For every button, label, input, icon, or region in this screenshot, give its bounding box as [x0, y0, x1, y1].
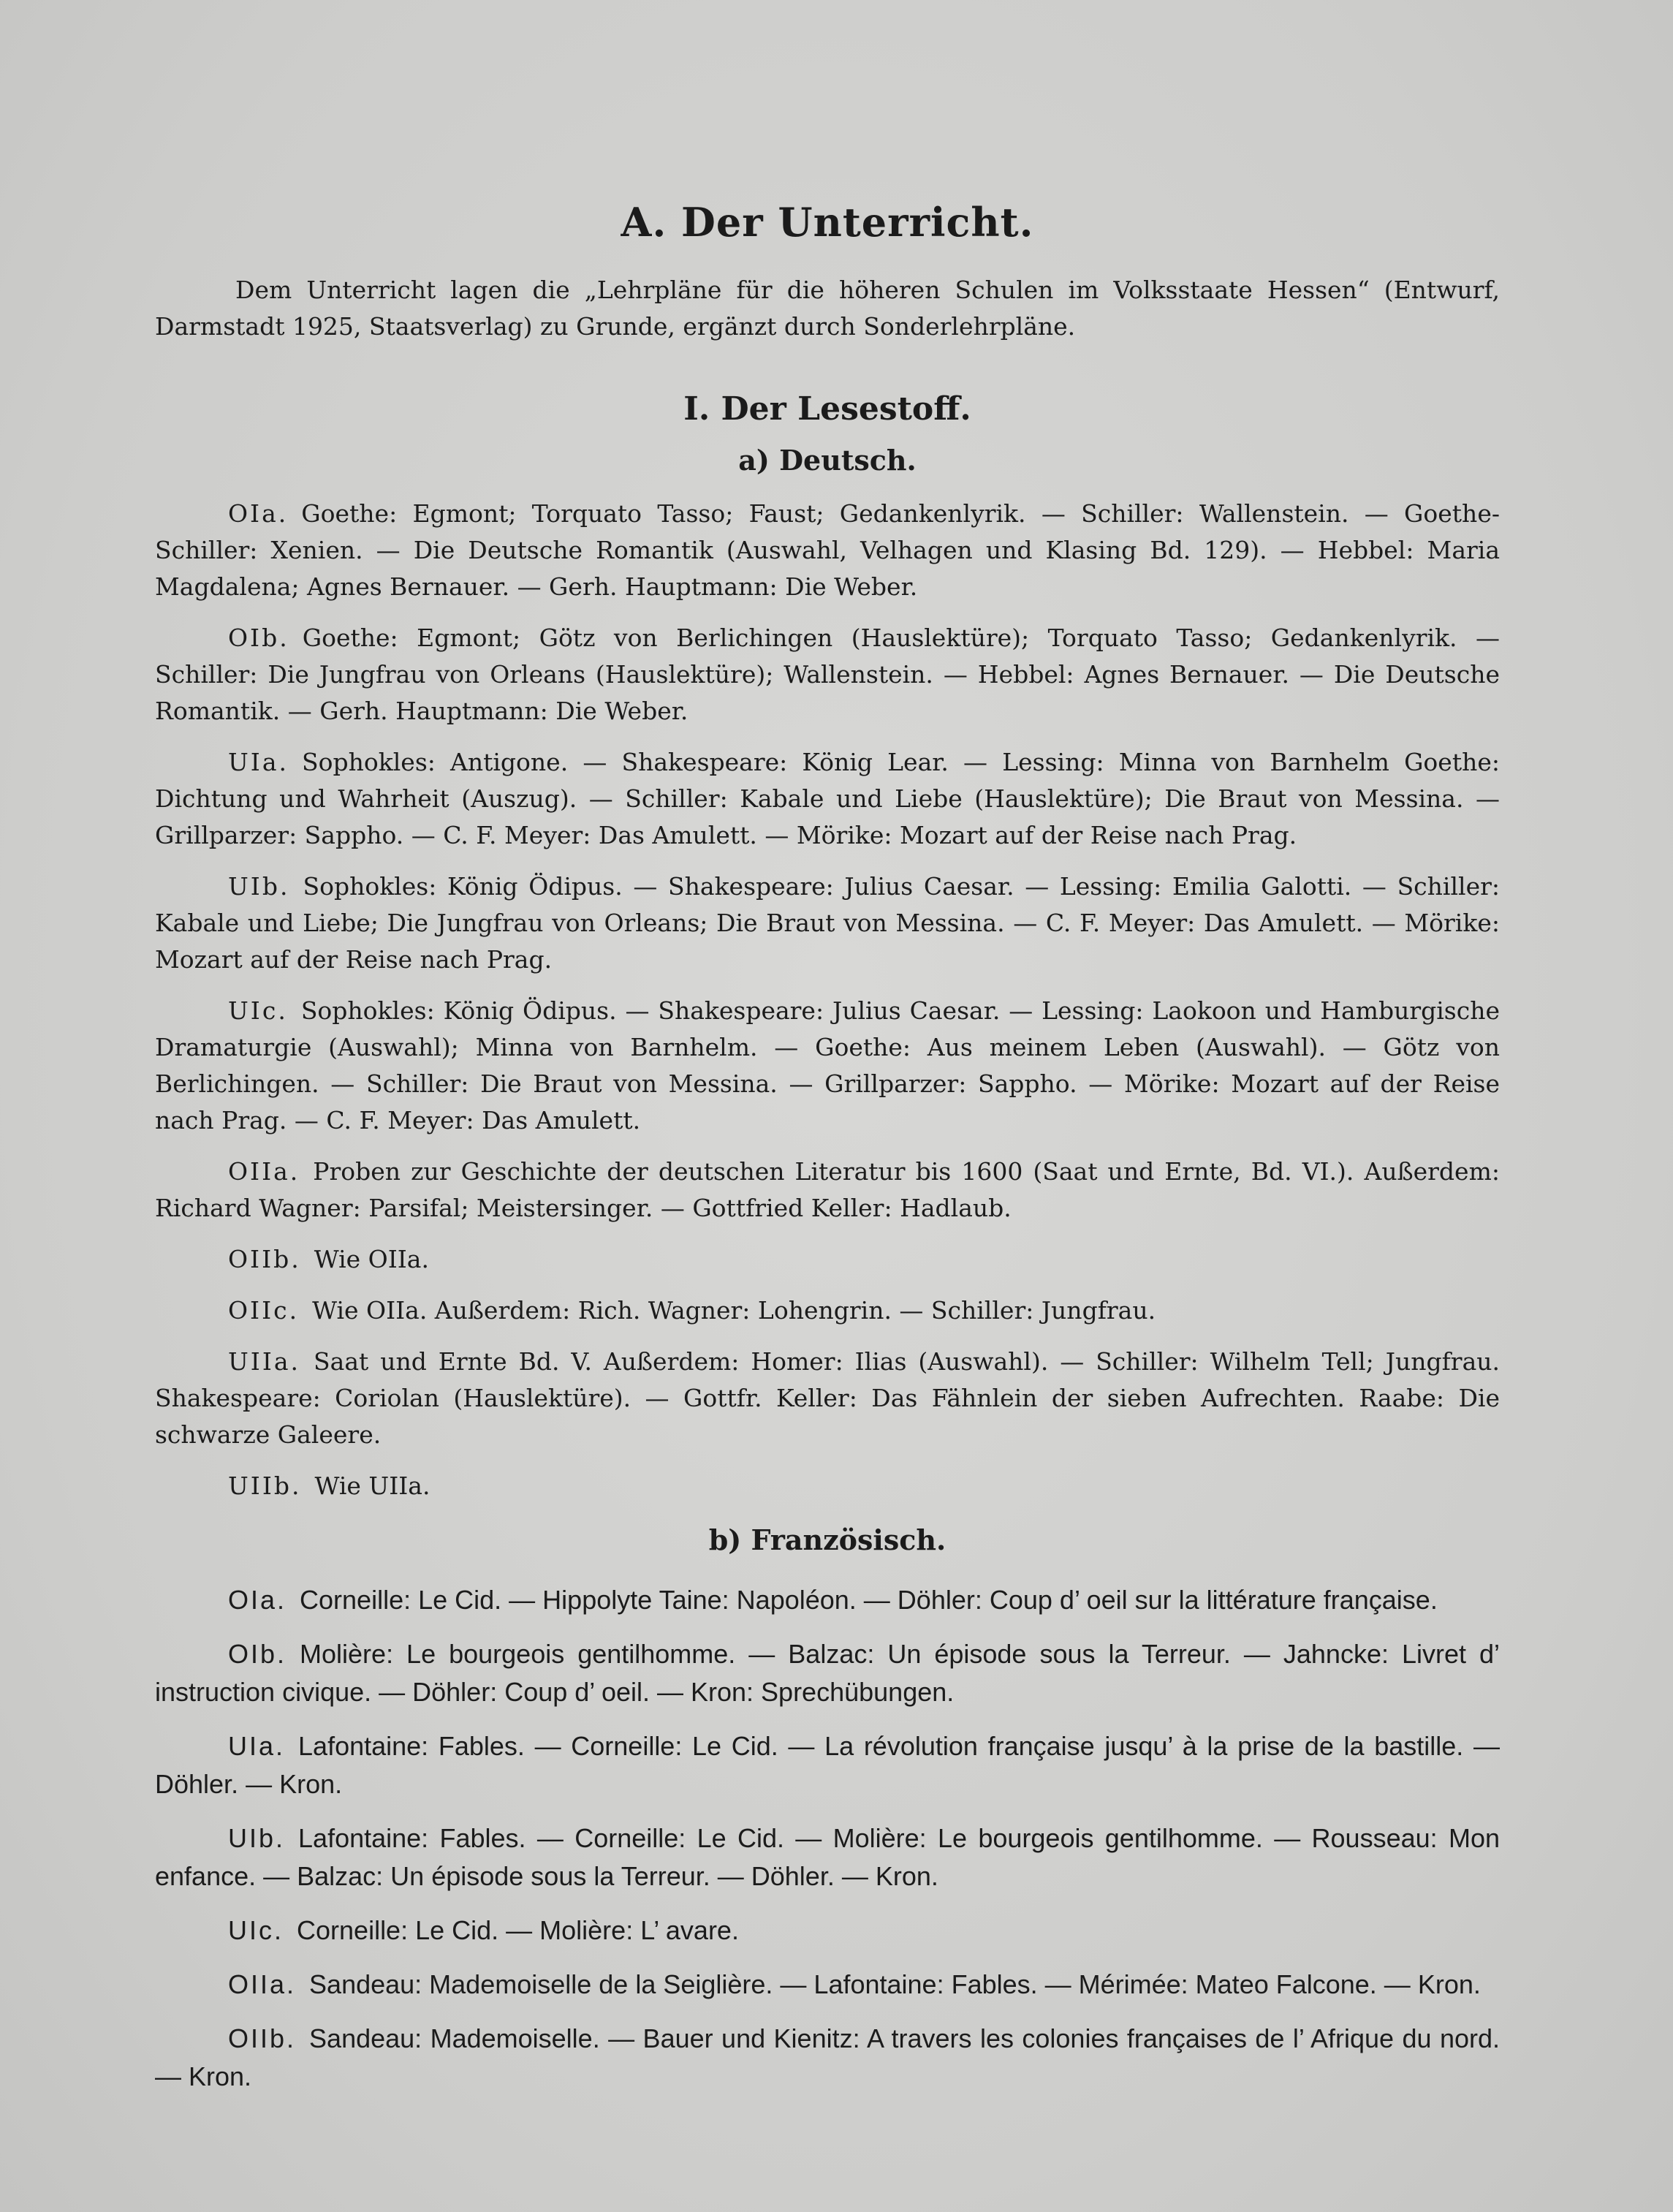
- entry-franz-oiib: [155, 2020, 1500, 2096]
- entry-deutsch-oia: [155, 496, 1500, 605]
- entry-text: Lafontaine: Fables. — Corneille: Le Cid. — La révolution française jusqu’ à la prise de la bastille. — Döhler. — Kron.: [155, 1731, 1500, 1799]
- entry-franz-uib: [155, 1819, 1500, 1895]
- class-label: UIIa.: [228, 1347, 301, 1376]
- entry-text: Corneille: Le Cid. — Molière: L’ avare.: [297, 1915, 739, 1945]
- entry-text: Lafontaine: Fables. — Corneille: Le Cid. — Molière: Le bourgeois gentilhomme. — Rousseau: Mon enfance. — Balzac: Un épisode sous la Terreur. — Döhler. — Kron.: [155, 1823, 1500, 1891]
- class-label: OIIa.: [228, 1157, 300, 1186]
- deutsch-heading: a) Deutsch.: [738, 444, 917, 477]
- entry-deutsch-uiib: [155, 1468, 1500, 1504]
- entry-deutsch-oiia: [155, 1154, 1500, 1227]
- class-label: UIc.: [228, 1915, 284, 1945]
- entry-franz-oiia: [155, 1966, 1500, 2004]
- entry-text: Sophokles: König Ödipus. — Shakespeare: Julius Caesar. — Lessing: Emilia Galotti. — Schiller: Kabale und Liebe; Die Jungfrau von Orleans; Die Braut von Messina. — C. F. Meyer: Das Amulett. — Mörike: Mozart auf der Reise nach Prag.: [155, 872, 1500, 974]
- entry-text: Sophokles: König Ödipus. — Shakespeare: Julius Caesar. — Lessing: Laokoon und Hamburgische Dramaturgie (Auswahl); Minna von Barnhelm. — Goethe: Aus meinem Leben (Auswahl). — Götz von Berlichingen. — Schiller: Die Braut von Messina. — Grillparzer: Sappho. — Mörike: Mozart auf der Reise nach Prag. — C. F. Meyer: Das Amulett.: [155, 996, 1500, 1135]
- entry-text: Molière: Le bourgeois gentilhomme. — Balzac: Un épisode sous la Terreur. — Jahncke: Livret d’ instruction civique. — Döhler: Coup d’ oeil. — Kron: Sprechübungen.: [155, 1639, 1500, 1707]
- entry-franz-oib: [155, 1635, 1500, 1711]
- class-label: OIIc.: [228, 1296, 300, 1325]
- entry-text: Wie OIIa.: [314, 1245, 429, 1273]
- class-label: OIa.: [228, 499, 289, 528]
- class-label: OIIa.: [228, 1969, 297, 1999]
- class-label: OIIb.: [228, 1245, 301, 1273]
- entry-text: Wie OIIa. Außerdem: Rich. Wagner: Lohengrin. — Schiller: Jungfrau.: [312, 1296, 1156, 1325]
- entry-franz-uic: [155, 1912, 1500, 1950]
- entry-deutsch-uib: [155, 868, 1500, 978]
- class-label: UIIb.: [228, 1471, 302, 1500]
- franzoesisch-heading: b) Französisch.: [708, 1523, 946, 1556]
- class-label: UIb.: [228, 1823, 286, 1853]
- class-label: OIb.: [228, 1639, 287, 1669]
- entry-deutsch-oib: [155, 620, 1500, 730]
- class-label: OIa.: [228, 1585, 287, 1615]
- entry-text: Sophokles: Antigone. — Shakespeare: König Lear. — Lessing: Minna von Barnhelm Goethe: Dichtung und Wahrheit (Auszug). — Schiller: Kabale und Liebe (Hauslektüre); Die Braut von Messina. — Grillparzer: Sappho. — C. F. Meyer: Das Amulett. — Mörike: Mozart auf der Reise nach Prag.: [155, 748, 1500, 849]
- class-label: UIa.: [228, 1731, 286, 1761]
- entry-text: Goethe: Egmont; Götz von Berlichingen (Hauslektüre); Torquato Tasso; Gedankenlyrik. — Schiller: Die Jungfrau von Orleans (Hauslektüre); Wallenstein. — Hebbel: Agnes Bernauer. — Die Deutsche Romantik. — Gerh. Hauptmann: Die Weber.: [155, 624, 1500, 725]
- entry-text: Sandeau: Mademoiselle de la Seiglière. — Lafontaine: Fables. — Mérimée: Mateo Falcone. — Kron.: [309, 1969, 1481, 1999]
- deutsch-section: [155, 444, 1500, 1504]
- page-content: [155, 199, 1500, 2112]
- entry-text: Wie UIIa.: [314, 1471, 430, 1500]
- entry-text: Goethe: Egmont; Torquato Tasso; Faust; Gedankenlyrik. — Schiller: Wallenstein. — Goethe-Schiller: Xenien. — Die Deutsche Romantik (Auswahl, Velhagen und Klasing Bd. 129). — Hebbel: Maria Magdalena; Agnes Bernauer. — Gerh. Hauptmann: Die Weber.: [155, 499, 1500, 601]
- page-title: A. Der Unterricht.: [621, 199, 1034, 246]
- entry-deutsch-uiia: [155, 1344, 1500, 1453]
- entry-deutsch-uia: [155, 744, 1500, 854]
- entry-deutsch-oiic: [155, 1292, 1500, 1329]
- intro-paragraph: Dem Unterricht lagen die „Lehrpläne für die höheren Schulen im Volksstaate Hessen“ (Entwurf, Darmstadt 1925, Staatsverlag) zu Grunde, ergänzt durch Sonderlehrpläne.: [155, 276, 1500, 341]
- entry-text: Sandeau: Mademoiselle. — Bauer und Kienitz: A travers les colonies françaises de l’ Afrique du nord. — Kron.: [155, 2023, 1500, 2091]
- class-label: UIa.: [228, 748, 289, 776]
- entry-deutsch-oiib: [155, 1241, 1500, 1278]
- class-label: OIIb.: [228, 2023, 297, 2053]
- class-label: OIb.: [228, 624, 289, 652]
- entry-text: Saat und Ernte Bd. V. Außerdem: Homer: Ilias (Auswahl). — Schiller: Wilhelm Tell; Jungfrau. Shakespeare: Coriolan (Hauslektüre). — Gottfr. Keller: Das Fähnlein der sieben Aufrechten. Raabe: Die schwarze Galeere.: [155, 1347, 1500, 1449]
- class-label: UIb.: [228, 872, 290, 901]
- entry-text: Proben zur Geschichte der deutschen Literatur bis 1600 (Saat und Ernte, Bd. VI.). Außerdem: Richard Wagner: Parsifal; Meistersinger. — Gottfried Keller: Hadlaub.: [155, 1157, 1500, 1222]
- entry-franz-uia: [155, 1727, 1500, 1803]
- section-heading: I. Der Lesestoff.: [683, 390, 971, 428]
- entry-text: Corneille: Le Cid. — Hippolyte Taine: Napoléon. — Döhler: Coup d’ oeil sur la littérature française.: [300, 1585, 1438, 1615]
- class-label: UIc.: [228, 996, 288, 1025]
- entry-franz-oia: [155, 1581, 1500, 1619]
- entry-deutsch-uic: [155, 993, 1500, 1139]
- franzoesisch-section: [155, 1523, 1500, 2096]
